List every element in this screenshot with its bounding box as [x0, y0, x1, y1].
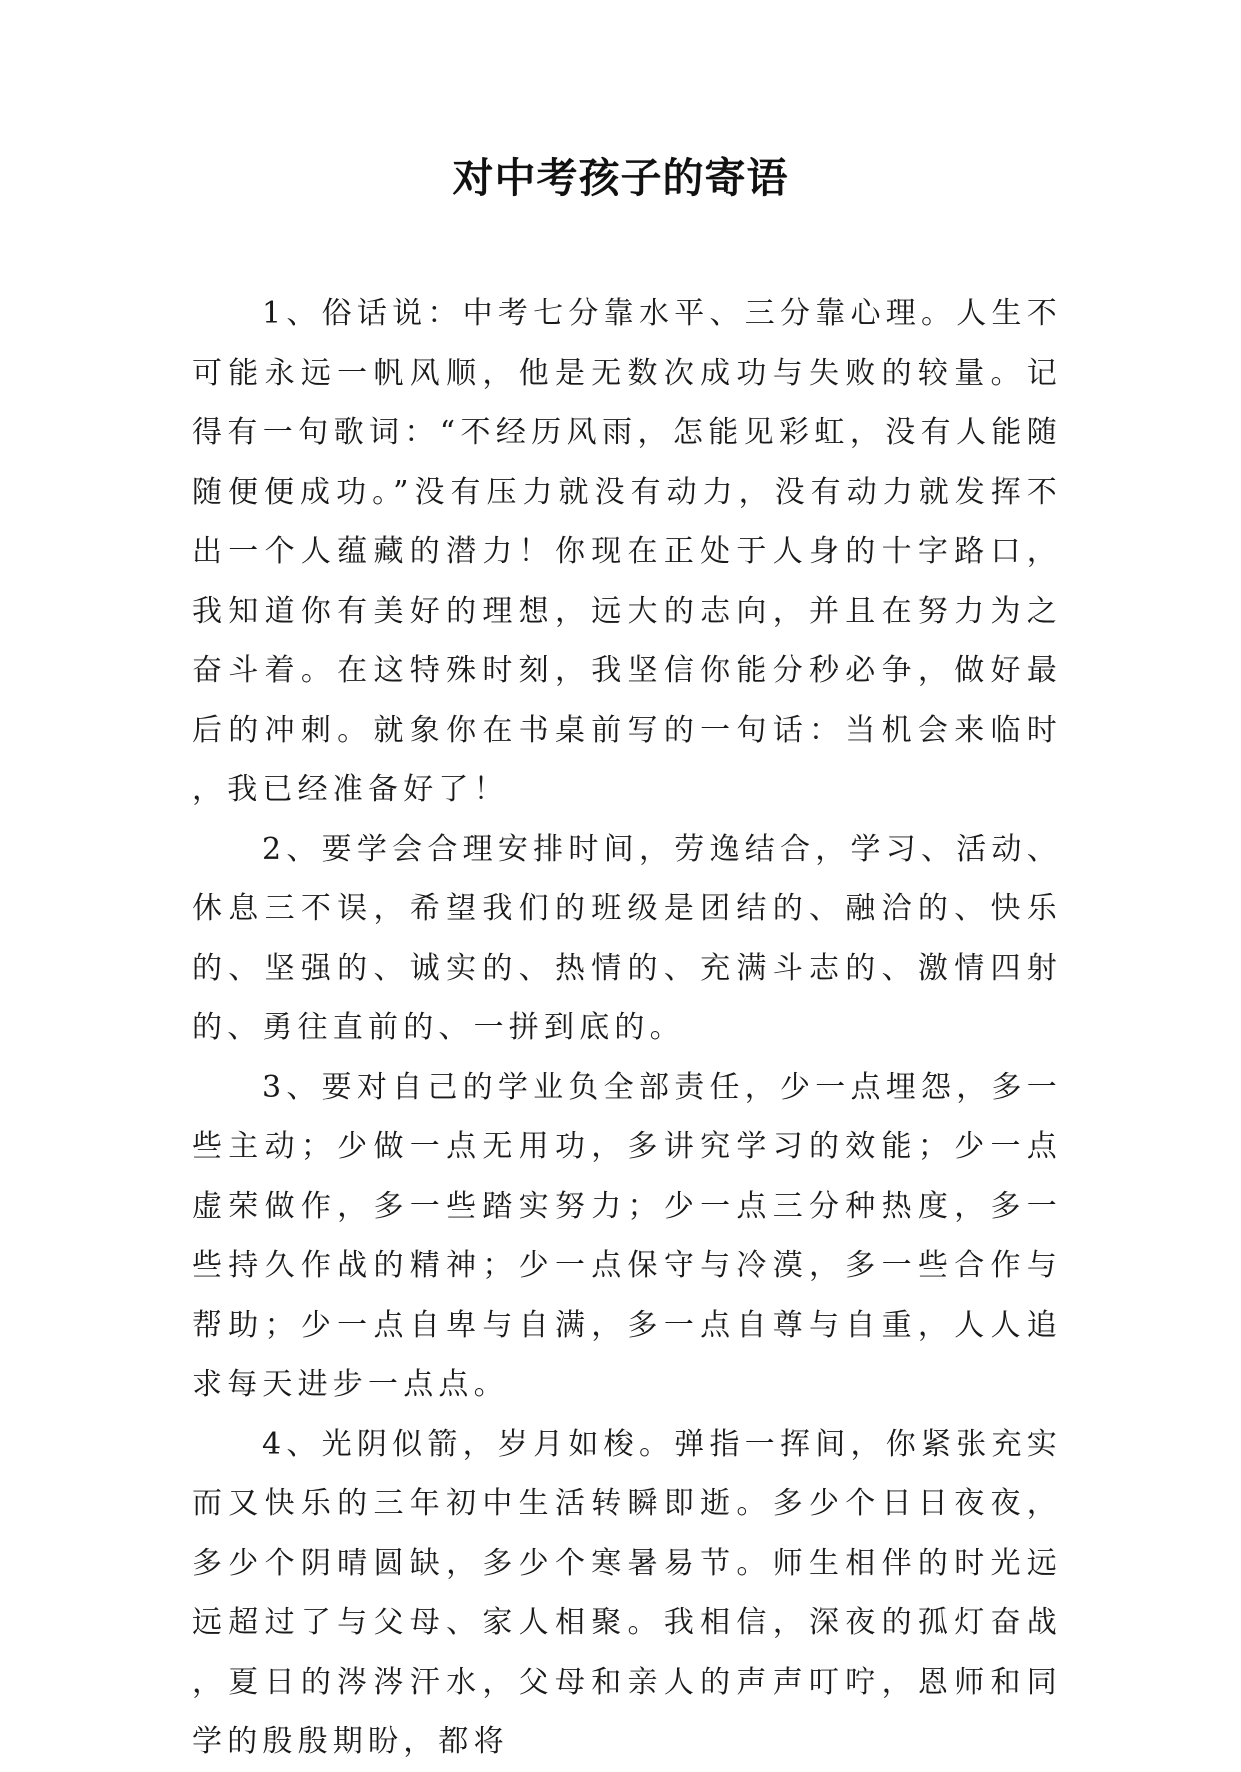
paragraph-4: 4、光阴似箭，岁月如梭。弹指一挥间，你紧张充实而又快乐的三年初中生活转瞬即逝。多少个日日夜夜，多少个阴晴圆缺，多少个寒暑易节。师生相伴的时光远远超过了与父母、家人相聚。我相信，深夜的孤灯奋战，夏日的涔涔汗水，父母和亲人的声声叮咛，恩师和同学的殷殷期盼，都将 — [192, 1426, 1062, 1759]
paragraph-2: 2、要学会合理安排时间，劳逸结合，学习、活动、休息三不误，希望我们的班级是团结的、融洽的、快乐的、坚强的、诚实的、热情的、充满斗志的、激情四射的、勇往直前的、一拼到底的。 — [192, 831, 1062, 1045]
paragraph-1: 1、俗话说：中考七分靠水平、三分靠心理。人生不可能永远一帆风顺，他是无数次成功与失败的较量。记得有一句歌词：“不经历风雨，怎能见彩虹，没有人能随随便便成功。”没有压力就没有动力，没有动力就发挥不出一个人蕴藏的潜力！你现在正处于人身的十字路口，我知道你有美好的理想，远大的志向，并且在努力为之奋斗着。在这特殊时刻，我坚信你能分秒必争，做好最后的冲刺。就象你在书桌前写的一句话：当机会来临时，我已经准备好了！ — [192, 296, 1062, 807]
paragraph-3: 3、要对自己的学业负全部责任，少一点埋怨，多一些主动；少做一点无用功，多讲究学习的效能；少一点虚荣做作，多一些踏实努力；少一点三分种热度，多一些持久作战的精神；少一点保守与冷漠，多一些合作与帮助；少一点自卑与自满，多一点自尊与自重，人人追求每天进步一点点。 — [192, 1069, 1062, 1402]
document-body — [192, 284, 1062, 1772]
document-title: 对中考孩子的寄语 — [452, 154, 789, 202]
